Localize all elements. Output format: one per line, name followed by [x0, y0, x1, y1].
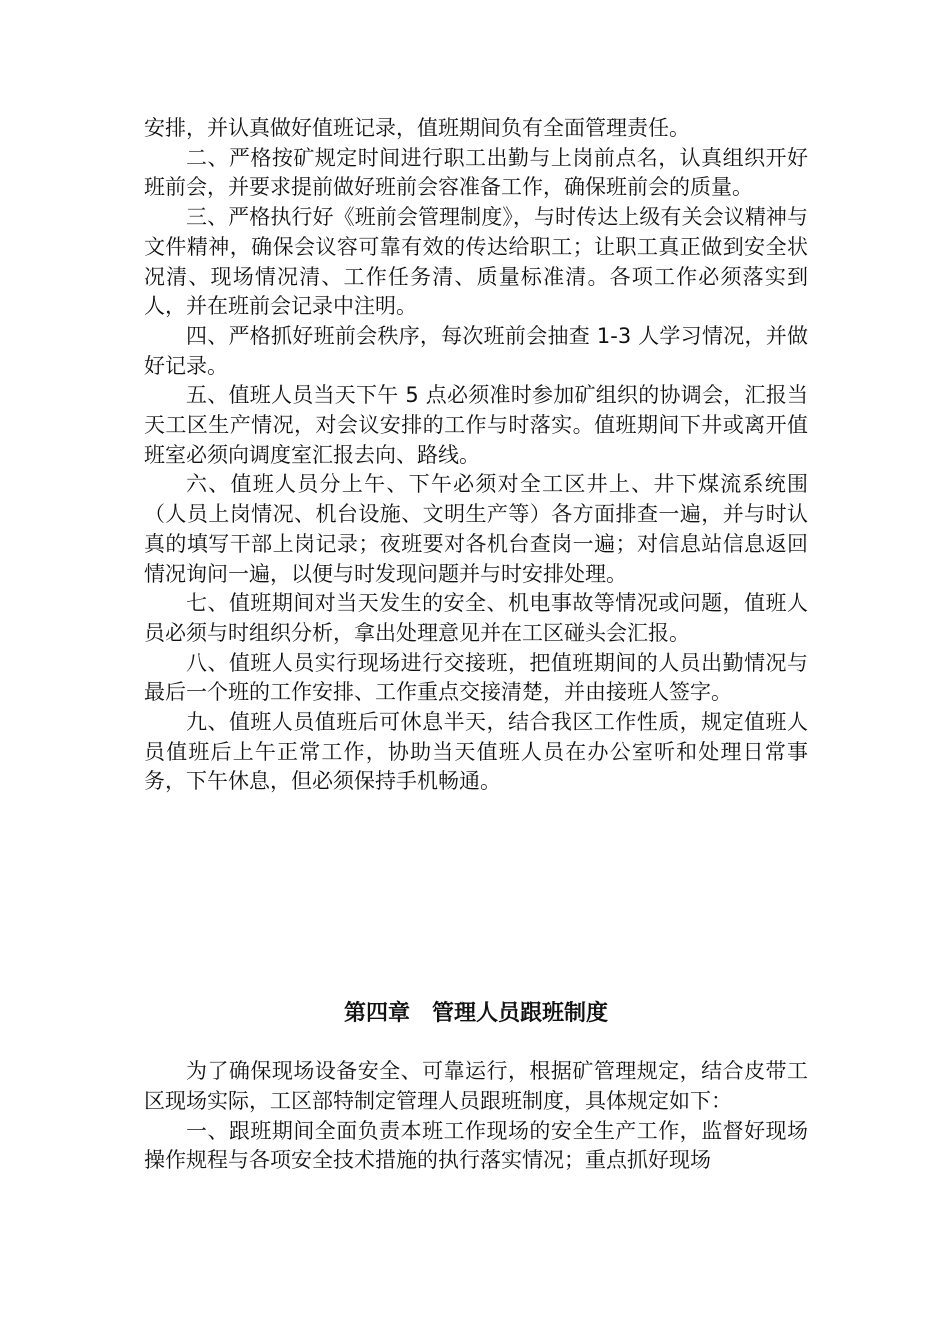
- chapter-title: 第四章 管理人员跟班制度: [343, 1001, 608, 1027]
- paragraph-item-4: 四、严格抓好班前会秩序，每次班前会抽查 1-3 人学习情况，并做好记录。: [144, 323, 808, 378]
- document-page: [144, 114, 808, 1176]
- paragraph-item-6: 六、值班人员分上午、下午必须对全工区井上、井下煤流系统围（人员上岗情况、机台设施、文明生产等）各方面排查一遍，并与时认真的填写干部上岗记录；夜班要对各机台查岗一遍；对信息站信息返回情况询问一遍，以便与时发现问题并与时安排处理。: [144, 472, 808, 586]
- chapter-intro-paragraph: 为了确保现场设备安全、可靠运行，根据矿管理规定，结合皮带工区现场实际，工区部特制定管理人员跟班制度，具体规定如下：: [144, 1059, 808, 1113]
- paragraph-item-8: 八、值班人员实行现场进行交接班，把值班期间的人员出勤情况与最后一个班的工作安排、工作重点交接清楚，并由接班人签字。: [144, 650, 808, 705]
- chapter-paragraph-item-1: 一、跟班期间全面负责本班工作现场的安全生产工作，监督好现场操作规程与各项安全技术措施的执行落实情况；重点抓好现场: [144, 1118, 808, 1173]
- paragraph-item-5: 五、值班人员当天下午 5 点必须准时参加矿组织的协调会，汇报当天工区生产情况，对会议安排的工作与时落实。值班期间下井或离开值班室必须向调度室汇报去向、路线。: [144, 383, 808, 467]
- paragraph-item-2: 二、严格按矿规定时间进行职工出勤与上岗前点名，认真组织开好班前会，并要求提前做好班前会容准备工作，确保班前会的质量。: [144, 145, 808, 200]
- paragraph-item-7: 七、值班期间对当天发生的安全、机电事故等情况或问题，值班人员必须与时组织分析，拿出处理意见并在工区碰头会汇报。: [144, 591, 808, 645]
- paragraph-item-9: 九、值班人员值班后可休息半天，结合我区工作性质，规定值班人员值班后上午正常工作，协助当天值班人员在办公室听和处理日常事务，下午休息，但必须保持手机畅通。: [144, 710, 808, 794]
- blank-space: [144, 797, 808, 999]
- paragraph-item-3: 三、严格执行好《班前会管理制度》，与时传达上级有关会议精神与文件精神，确保会议容可靠有效的传达给职工；让职工真正做到安全状况清、现场情况清、工作任务清、质量标准清。各项工作必须落实到人，并在班前会记录中注明。: [144, 205, 808, 319]
- paragraph-continuation: 安排，并认真做好值班记录，值班期间负有全面管理责任。: [144, 116, 690, 140]
